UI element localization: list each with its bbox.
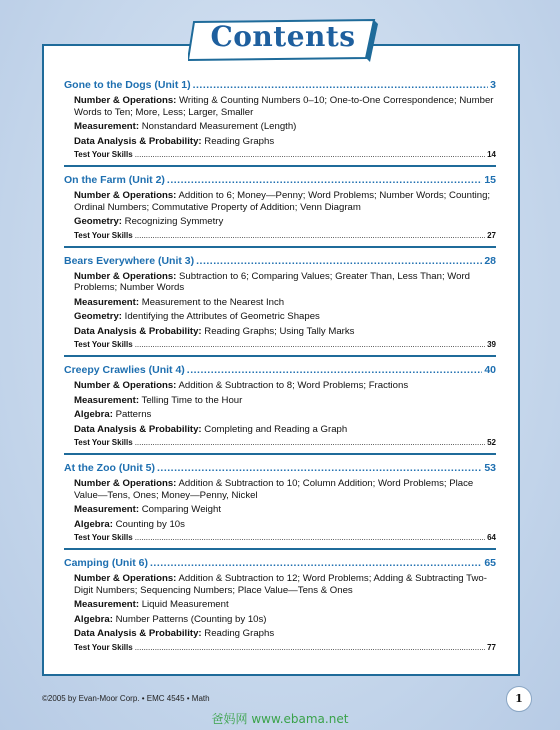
topic-text: Addition & Subtraction to 8; Word Problems; Fractions	[178, 380, 409, 391]
unit-topics	[64, 271, 496, 338]
unit-heading[interactable]	[64, 254, 496, 268]
unit-heading[interactable]	[64, 363, 496, 377]
topic-label: Measurement:	[74, 394, 140, 406]
skills-page: 77	[487, 642, 496, 652]
leader-dots	[167, 173, 482, 187]
test-your-skills-entry[interactable]	[64, 150, 496, 160]
unit-topics	[64, 190, 496, 228]
toc-unit	[64, 461, 496, 550]
topic-line	[74, 504, 496, 516]
section-divider	[64, 548, 496, 550]
unit-heading[interactable]	[64, 461, 496, 475]
topic-label: Data Analysis & Probability:	[74, 325, 202, 337]
unit-topics	[64, 478, 496, 530]
leader-dots	[196, 254, 482, 268]
topic-line	[74, 599, 496, 611]
leader-dots	[150, 556, 482, 570]
topic-label: Measurement:	[74, 504, 140, 515]
section-divider	[64, 355, 496, 357]
topic-label: Algebra:	[74, 518, 113, 530]
title-banner	[188, 18, 378, 62]
unit-title: Creepy Crawlies (Unit 4)	[64, 364, 185, 376]
topic-label: Number & Operations:	[74, 270, 177, 282]
leader-dots	[193, 78, 489, 92]
topic-line	[74, 573, 496, 596]
table-of-contents	[64, 78, 496, 653]
topic-text: Measurement to the Nearest Inch	[141, 296, 285, 308]
topic-text: Identifying the Attributes of Geometric Shapes	[124, 311, 320, 322]
unit-topics	[64, 380, 496, 435]
topic-line	[74, 519, 496, 531]
topic-line	[74, 216, 496, 228]
topic-line	[74, 478, 496, 501]
topic-line	[74, 136, 496, 148]
skills-page: 64	[487, 533, 496, 542]
topic-label: Measurement:	[74, 599, 140, 610]
topic-label: Number & Operations:	[74, 380, 177, 391]
topic-label: Data Analysis & Probability:	[74, 423, 202, 435]
skills-page: 14	[487, 150, 496, 159]
topic-line	[74, 628, 496, 640]
topic-text: Patterns	[115, 409, 152, 420]
skills-label: Test Your Skills	[74, 230, 133, 240]
topic-line	[74, 95, 496, 118]
test-your-skills-entry[interactable]	[64, 231, 496, 241]
unit-page: 28	[484, 254, 496, 267]
footer-copyright: ©2005 by Evan-Moor Corp. • EMC 4545 • Math	[42, 694, 210, 703]
leader-dots	[135, 231, 485, 241]
leader-dots	[135, 643, 485, 653]
skills-page: 39	[487, 340, 496, 349]
unit-title: Gone to the Dogs (Unit 1)	[64, 79, 191, 91]
topic-line	[74, 311, 496, 323]
section-divider	[64, 165, 496, 167]
unit-title: Bears Everywhere (Unit 3)	[64, 254, 195, 267]
unit-page: 40	[484, 364, 496, 376]
topic-label: Measurement:	[74, 296, 140, 308]
topic-line	[74, 395, 496, 407]
leader-dots	[187, 363, 483, 377]
unit-topics	[64, 573, 496, 640]
skills-label: Test Your Skills	[74, 533, 133, 542]
section-divider	[64, 453, 496, 455]
unit-page: 15	[484, 174, 496, 186]
test-your-skills-entry[interactable]	[64, 533, 496, 543]
topic-text: Completing and Reading a Graph	[204, 423, 348, 435]
topic-text: Addition to 6; Money—Penny; Word Problems; Number Words; Counting; Ordinal Numbers; Commutative Property of Addition; Venn Diagram	[74, 190, 491, 213]
watermark-text: 爸妈网 www.ebama.net	[211, 712, 349, 726]
leader-dots	[135, 150, 485, 160]
toc-unit	[64, 363, 496, 455]
topic-text: Comparing Weight	[141, 504, 221, 515]
topic-text: Liquid Measurement	[141, 599, 229, 610]
topic-label: Data Analysis & Probability:	[74, 135, 202, 147]
leader-dots	[157, 461, 482, 475]
test-your-skills-entry[interactable]	[64, 340, 496, 350]
toc-unit	[64, 556, 496, 653]
topic-label: Number & Operations:	[74, 95, 177, 106]
topic-text: Subtraction to 6; Comparing Values; Greater Than, Less Than; Word Problems; Number Words	[74, 270, 471, 293]
topic-text: Number Patterns (Counting by 10s)	[115, 613, 267, 625]
topic-label: Geometry:	[74, 311, 122, 322]
leader-dots	[135, 533, 485, 543]
topic-line	[74, 424, 496, 436]
topic-text: Recognizing Symmetry	[124, 216, 224, 227]
topic-text: Writing & Counting Numbers 0–10; One-to-One Correspondence; Number Words to Ten; More, Less; Larger, Smaller	[74, 95, 494, 118]
test-your-skills-entry[interactable]	[64, 643, 496, 653]
unit-heading[interactable]	[64, 556, 496, 570]
unit-heading[interactable]	[64, 78, 496, 92]
topic-label: Number & Operations:	[74, 190, 177, 201]
topic-line	[74, 121, 496, 133]
topic-label: Algebra:	[74, 409, 113, 420]
unit-page: 3	[490, 79, 496, 91]
topic-line	[74, 409, 496, 421]
topic-text: Counting by 10s	[115, 518, 185, 530]
topic-label: Data Analysis & Probability:	[74, 628, 202, 639]
topic-line	[74, 297, 496, 309]
topic-text: Telling Time to the Hour	[141, 394, 243, 406]
topic-line	[74, 326, 496, 338]
topic-line	[74, 380, 496, 392]
skills-label: Test Your Skills	[74, 438, 133, 447]
skills-page: 52	[487, 438, 496, 447]
skills-label: Test Your Skills	[74, 340, 133, 349]
unit-page: 65	[484, 557, 496, 569]
skills-label: Test Your Skills	[74, 150, 133, 159]
topic-text: Addition & Subtraction to 12; Word Problems; Adding & Subtracting Two-Digit Numbers; Sequencing Numbers; Place Value—Tens & Ones	[74, 573, 487, 596]
topic-text: Reading Graphs	[204, 628, 275, 639]
unit-topics	[64, 95, 496, 147]
toc-unit	[64, 173, 496, 248]
unit-heading[interactable]	[64, 173, 496, 187]
topic-label: Measurement:	[74, 121, 140, 132]
toc-unit	[64, 78, 496, 167]
section-divider	[64, 246, 496, 248]
leader-dots	[135, 340, 485, 350]
topic-text: Reading Graphs	[204, 135, 275, 147]
page-title: Contents	[210, 20, 356, 53]
page-number-badge: 1	[506, 686, 532, 712]
topic-label: Number & Operations:	[74, 478, 177, 489]
topic-text: Reading Graphs; Using Tally Marks	[204, 325, 355, 337]
topic-text: Addition & Subtraction to 10; Column Addition; Word Problems; Place Value—Tens, Ones; Money—Penny, Nickel	[74, 478, 474, 501]
topic-line	[74, 271, 496, 294]
unit-page: 53	[484, 462, 496, 474]
topic-text: Nonstandard Measurement (Length)	[141, 121, 297, 132]
topic-line	[74, 190, 496, 213]
skills-page: 27	[487, 230, 496, 240]
skills-label: Test Your Skills	[74, 642, 133, 652]
topic-label: Number & Operations:	[74, 573, 177, 584]
test-your-skills-entry[interactable]	[64, 438, 496, 448]
topic-line	[74, 614, 496, 626]
unit-title: On the Farm (Unit 2)	[64, 174, 165, 186]
leader-dots	[135, 438, 485, 448]
topic-label: Algebra:	[74, 613, 113, 625]
unit-title: At the Zoo (Unit 5)	[64, 462, 155, 474]
unit-title: Camping (Unit 6)	[64, 557, 148, 569]
toc-unit	[64, 254, 496, 358]
topic-label: Geometry:	[74, 216, 122, 227]
